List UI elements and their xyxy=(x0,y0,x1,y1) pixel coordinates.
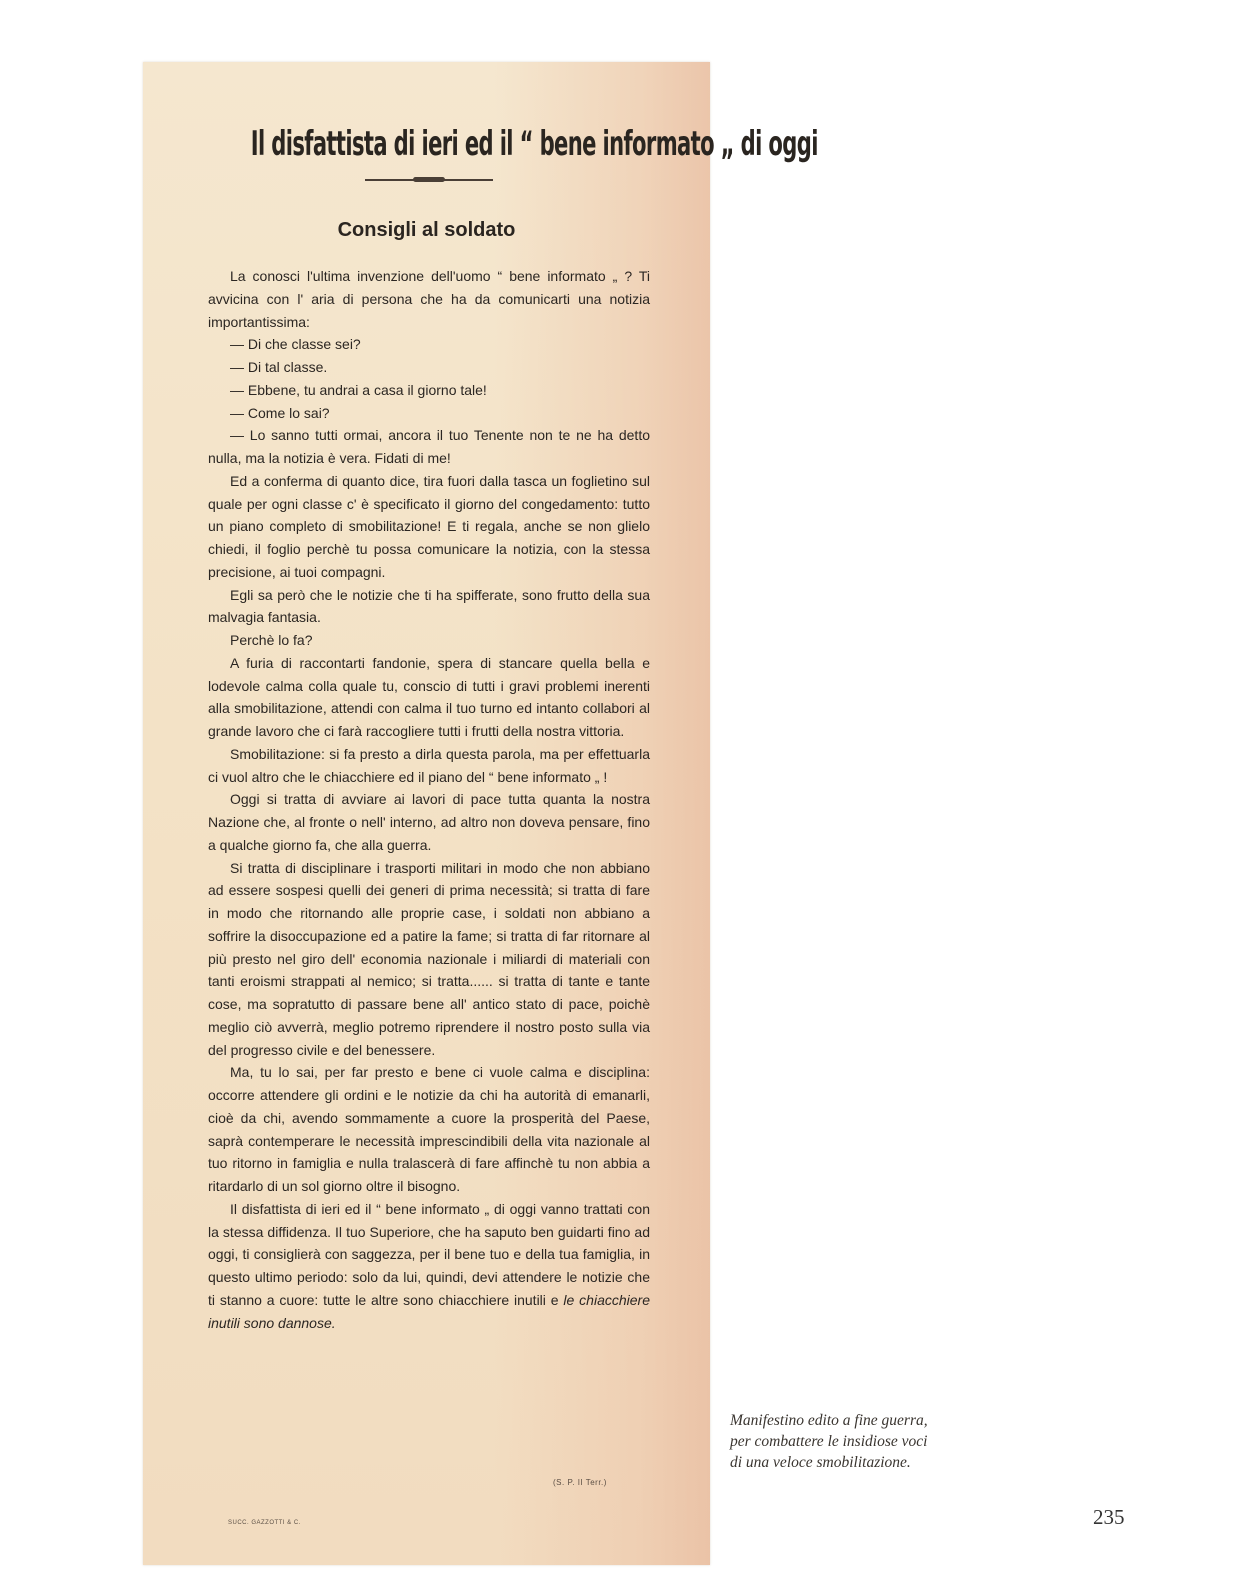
dialog-line: — Di tal classe. xyxy=(230,359,328,375)
caption-line: per combattere le insidiose voci xyxy=(730,1433,928,1450)
signature: (S. P. II Terr.) xyxy=(553,1478,607,1487)
paragraph: Smobilitazione: si fa presto a dirla questa parola, ma per effettuarla ci vuol altro che le chiacchiere ed il piano del “ bene informato „ ! xyxy=(208,745,650,785)
paragraph: Si tratta di disciplinare i trasporti militari in modo che non abbiano ad essere sospesi quelli dei generi di prima necessità; si tratta di fare in modo che ritornando alle proprie case, i soldati non abbiano a soffrire la disoccupazione ed a patire la fame; si tratta di far ritornare al più presto nel giro dell' economia nazionale i miliardi di materiali con tanti eroismi strappati al nemico; si tratta...... si tratta di tante e tante cose, ma sopratutto di passare bene all' antico stato di pace, poichè meglio ciò avverrà, meglio potremo riprendere il nostro posto sulla via del progresso civile e del benessere. xyxy=(208,859,650,1058)
poster-subtitle: Consigli al soldato xyxy=(337,219,516,241)
paragraph-final-text: Il disfattista di ieri ed il “ bene informato „ di oggi vanno trattati con la stessa diffidenza. Il tuo Superiore, che ha saputo ben guidarti fino ad oggi, ti consiglierà con saggezza, per il bene tuo e della tua famiglia, in questo ultimo periodo: solo da lui, quindi, devi attendere le notizie che ti stanno a cuore: tutte le altre sono chiacchiere inutili e xyxy=(208,1200,650,1308)
paragraph-intro: La conosci l'ultima invenzione dell'uomo “ bene informato „ ? Ti avvicina con l' aria di persona che ha da comunicarti una notizia importantissima: xyxy=(208,268,650,330)
figure-caption xyxy=(730,1410,1020,1473)
paragraph: Ed a conferma di quanto dice, tira fuori dalla tasca un foglietino sul quale per ogni classe c' è specificato il giorno del congedamento: tutto un piano completo di smobilitazione! E ti regala, anche se non glielo chiedi, il foglio perchè tu possa comunicare la notizia, con la stessa precisione, ai tuoi compagni. xyxy=(208,472,650,580)
dialog-line: — Ebbene, tu andrai a casa il giorno tale! xyxy=(230,381,487,398)
paragraph: Oggi si tratta di avviare ai lavori di pace tutta quanta la nostra Nazione che, al fronte o nell' interno, ad altro non doveva pensare, fino a qualche giorno fa, che alla guerra. xyxy=(208,791,650,853)
dialog-line: — Di che classe sei? xyxy=(230,336,361,353)
dialog-line: — Come lo sai? xyxy=(230,404,330,421)
paragraph: A furia di raccontarti fandonie, spera di stancare quella bella e lodevole calma colla quale tu, conscio di tutti i gravi problemi inerenti alla smobilitazione, attendi con calma il tuo turno ed intanto collabori al grande lavoro che ci farà raccogliere tutti i frutti della nostra vittoria. xyxy=(208,654,650,739)
closing-italic-phrase: le chiacchiere inutili sono dannose. xyxy=(208,1291,650,1331)
printer-imprint: SUCC. GAZZOTTI & C. xyxy=(228,1520,301,1526)
caption-line: Manifestino edito a fine guerra, xyxy=(730,1412,928,1429)
dialog-line: — Lo sanno tutti ormai, ancora il tuo Tenente non te ne ha detto nulla, ma la notizia è vera. Fidati di me! xyxy=(208,427,650,466)
paragraph-final xyxy=(208,1198,650,1335)
paragraph: Ma, tu lo sai, per far presto e bene ci vuole calma e disciplina: occorre attendere gli ordini e le notizie da chi ha autorità di emanarli, cioè da chi, avendo sommamente a cuore la prosperità del Paese, saprà contemperare le necessità imprescindibili della vita nazionale al tuo ritorno in famiglia e nulla tralascerà di fare affinchè tu non abbia a ritardarlo di un sol giorno oltre il bisogno. xyxy=(208,1064,650,1194)
poster-leaflet xyxy=(143,62,818,1565)
paragraph: Perchè lo fa? xyxy=(230,632,313,648)
page-number: 235 xyxy=(1093,1505,1125,1529)
paragraph: Egli sa però che le notizie che ti ha spifferate, sono frutto della sua malvagia fantasia. xyxy=(208,586,650,626)
poster-body-text xyxy=(208,265,650,1334)
caption-line: di una veloce smobilitazione. xyxy=(730,1454,911,1471)
title-ornament-divider xyxy=(365,179,493,181)
poster-title: Il disfattista di ieri ed il “ bene informato „ di oggi xyxy=(250,124,818,164)
